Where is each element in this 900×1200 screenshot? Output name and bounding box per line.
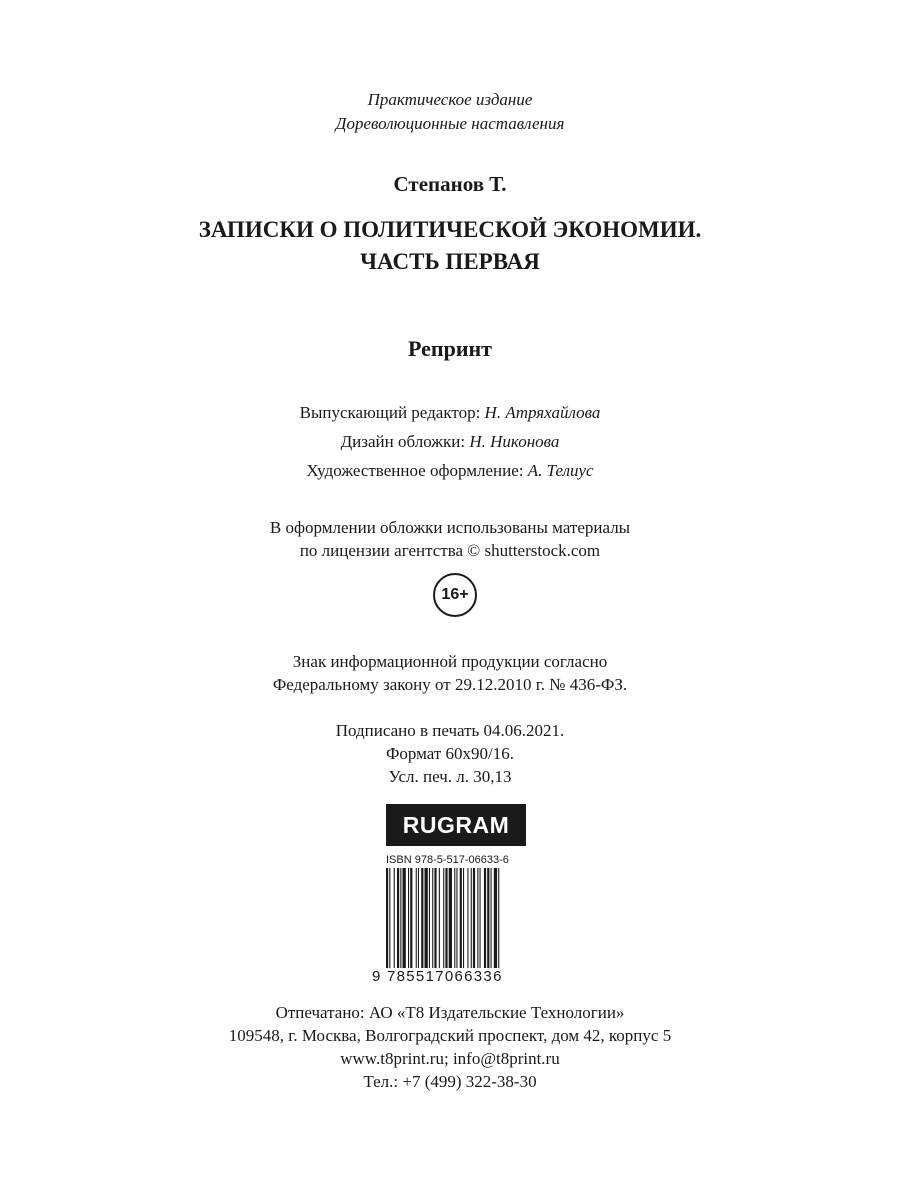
print-sheets: Усл. печ. л. 30,13	[388, 767, 512, 786]
credits-block	[0, 398, 900, 485]
publisher-logo: RUGRAM	[386, 804, 526, 846]
print-signed-date: Подписано в печать 04.06.2021.	[335, 721, 565, 740]
series-info	[0, 88, 900, 136]
barcode-bar	[487, 868, 489, 968]
barcode-bar	[467, 868, 468, 968]
barcode-bar	[397, 868, 399, 968]
edition-type: Репринт	[408, 336, 492, 361]
credit-role: Дизайн обложки:	[340, 432, 466, 451]
book-title	[0, 214, 900, 278]
barcode-bar	[429, 868, 430, 968]
credit-person: А. Телиус	[527, 461, 594, 480]
barcode-bar	[421, 868, 423, 968]
barcode-bar	[394, 868, 395, 968]
barcode-bar	[434, 868, 436, 968]
barcode-bar	[460, 868, 462, 968]
barcode-bar	[456, 868, 457, 968]
barcode-bar	[449, 868, 452, 968]
credit-role: Художественное оформление:	[306, 461, 524, 480]
barcode-bar	[439, 868, 440, 968]
print-format: Формат 60x90/16.	[385, 744, 515, 763]
printer-phone: Тел.: +7 (499) 322-38-30	[363, 1072, 537, 1091]
credit-art-design	[0, 456, 900, 485]
barcode-bar	[491, 868, 492, 968]
printer-contacts: www.t8print.ru; info@t8print.ru	[340, 1049, 560, 1068]
license-line-2: по лицензии агентства © shutterstock.com	[299, 541, 601, 560]
barcode-bar	[425, 868, 428, 968]
printer-info	[0, 1001, 900, 1093]
credit-cover-design	[0, 427, 900, 456]
barcode-number: 785517066336	[387, 968, 503, 985]
barcode-bar	[480, 868, 481, 968]
barcode-bars	[386, 868, 499, 980]
barcode-bar	[454, 868, 455, 968]
barcode-bar	[477, 868, 478, 968]
title-line-2: ЧАСТЬ ПЕРВАЯ	[360, 249, 540, 274]
barcode-bar	[443, 868, 444, 980]
credit-person: Н. Атряхайлова	[484, 403, 601, 422]
barcode-bar	[463, 868, 464, 968]
printer-address: 109548, г. Москва, Волгоградский проспект, дом 42, корпус 5	[228, 1026, 672, 1045]
age-notice-line-2: Федеральному закону от 29.12.2010 г. № 436-ФЗ.	[272, 675, 628, 694]
age-notice-line-1: Знак информационной продукции согласно	[292, 652, 608, 671]
credit-role: Выпускающий редактор:	[299, 403, 481, 422]
barcode-bar	[498, 868, 499, 980]
barcode-bar	[473, 868, 475, 968]
series-line-1: Практическое издание	[367, 90, 533, 109]
barcode-bar	[484, 868, 486, 968]
isbn-label: ISBN 978-5-517-06633-6	[386, 854, 509, 866]
barcode-bar	[418, 868, 419, 968]
barcode-bar	[494, 868, 497, 968]
age-notice	[0, 650, 900, 696]
barcode-bar	[432, 868, 433, 968]
age-rating-badge: 16+	[433, 573, 477, 617]
barcode-bar	[386, 868, 388, 980]
credit-editor	[0, 398, 900, 427]
barcode-first-digit: 9	[372, 968, 382, 985]
credit-person: Н. Никонова	[469, 432, 560, 451]
barcode-bar	[410, 868, 412, 968]
barcode-bar	[445, 868, 447, 968]
barcode-bar	[471, 868, 472, 968]
printer-name: Отпечатано: АО «Т8 Издательские Технологии»	[275, 1003, 625, 1022]
barcode-bar	[416, 868, 417, 968]
author-name: Степанов Т.	[393, 172, 507, 196]
series-line-2: Дореволюционные наставления	[335, 114, 565, 133]
license-note	[0, 516, 900, 562]
title-line-1: ЗАПИСКИ О ПОЛИТИЧЕСКОЙ ЭКОНОМИИ.	[198, 217, 702, 242]
barcode-bar	[389, 868, 390, 980]
barcode-bar	[403, 868, 406, 968]
license-line-1: В оформлении обложки использованы материалы	[269, 518, 631, 537]
barcode-bar	[400, 868, 401, 968]
barcode-bar	[408, 868, 409, 968]
print-info	[0, 719, 900, 788]
